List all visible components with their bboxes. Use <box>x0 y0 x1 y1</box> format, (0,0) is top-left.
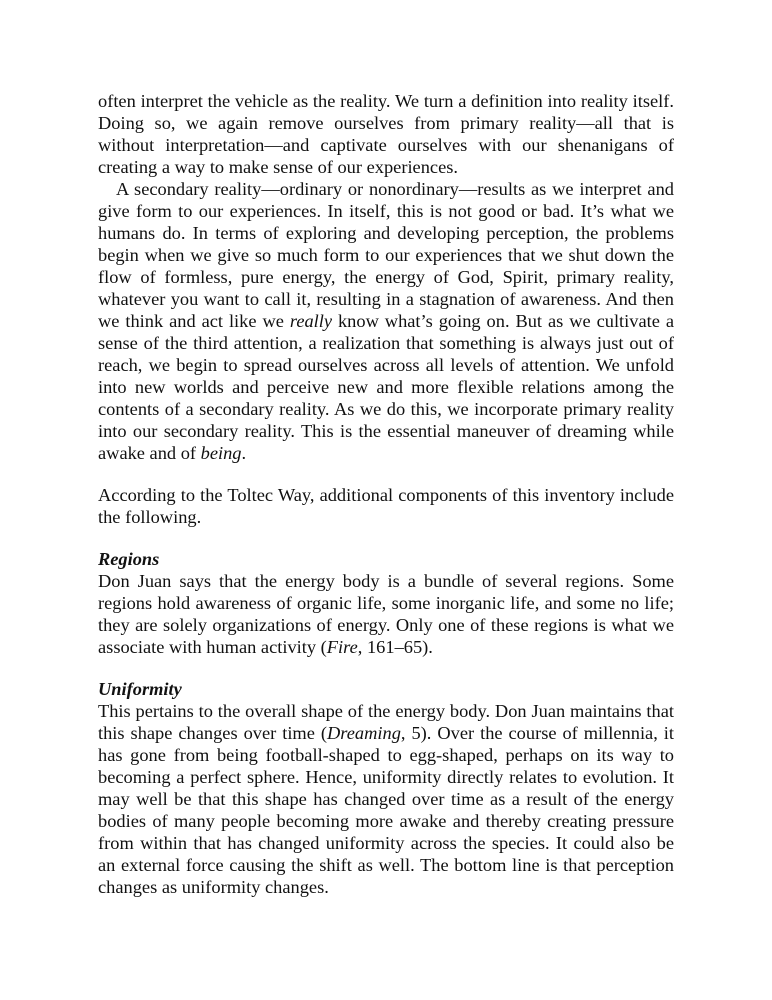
paragraph-text: , 161–65). <box>357 637 433 657</box>
paragraph-toltec-way <box>98 484 674 528</box>
document-page <box>98 90 674 898</box>
paragraph-text: A secondary reality—ordinary or nonordinary—results as we interpret and give form to our experiences. In itself, this is not good or bad. It’s what we humans do. In terms of exploring and developing perception, the problems begin when we give so much form to our experiences that we shut down the flow of formless, pure energy, the energy of God, Spirit, primary reality, whatever you want to call it, resulting in a stagnation of awareness. And then we think and act like we <box>98 179 674 331</box>
paragraph-text: This pertains to the overall shape of the energy body. Don Juan maintains that this shape changes over time ( <box>98 701 674 743</box>
paragraph-text: Don Juan says that the energy body is a bundle of several regions. Some regions hold awareness of organic life, some inorganic life, and some no life; they are solely organizations of energy. Only one of these regions is what we associate with human activity ( <box>98 571 674 657</box>
emphasis-really: really <box>289 311 333 331</box>
section-heading-regions: Regions <box>98 549 160 569</box>
citation-dreaming: Dreaming <box>327 723 401 743</box>
paragraph-text: know what’s going on. But as we cultivate a sense of the third attention, a realization that something is always just out of reach, we begin to spread ourselves across all levels of attention. We unfold into new worlds and perceive new and more flexible relations among the contents of a secondary reality. As we do this, we incorporate primary reality into our secondary reality. This is the essential maneuver of dreaming while awake and of <box>98 311 674 463</box>
emphasis-being: being <box>200 443 242 463</box>
citation-fire: Fire <box>326 637 358 657</box>
section-heading-uniformity: Uniformity <box>98 679 182 699</box>
paragraph-regions <box>98 570 674 658</box>
paragraph-interpretation <box>98 90 674 178</box>
paragraph-text: often interpret the vehicle as the reality. We turn a definition into reality itself. Doing so, we again remove ourselves from primary reality—all that is without interpretation—and captivate ourselves with our shenanigans of creating a way to make sense of our experiences. <box>98 91 674 177</box>
paragraph-uniformity <box>98 700 674 898</box>
paragraph-text: , 5). Over the course of millennia, it has gone from being football-shaped to egg-shaped, perhaps on its way to becoming a perfect sphere. Hence, uniformity directly relates to evolution. It may well be that this shape has changed over time as a result of the energy bodies of many people becoming more awake and thereby creating pressure from within that has changed uniformity across the species. It could also be an external force causing the shift as well. The bottom line is that perception changes as uniformity changes. <box>98 723 674 897</box>
paragraph-text: . <box>241 443 247 463</box>
paragraph-text: According to the Toltec Way, additional components of this inventory include the following. <box>98 485 674 527</box>
paragraph-secondary-reality <box>98 178 674 464</box>
